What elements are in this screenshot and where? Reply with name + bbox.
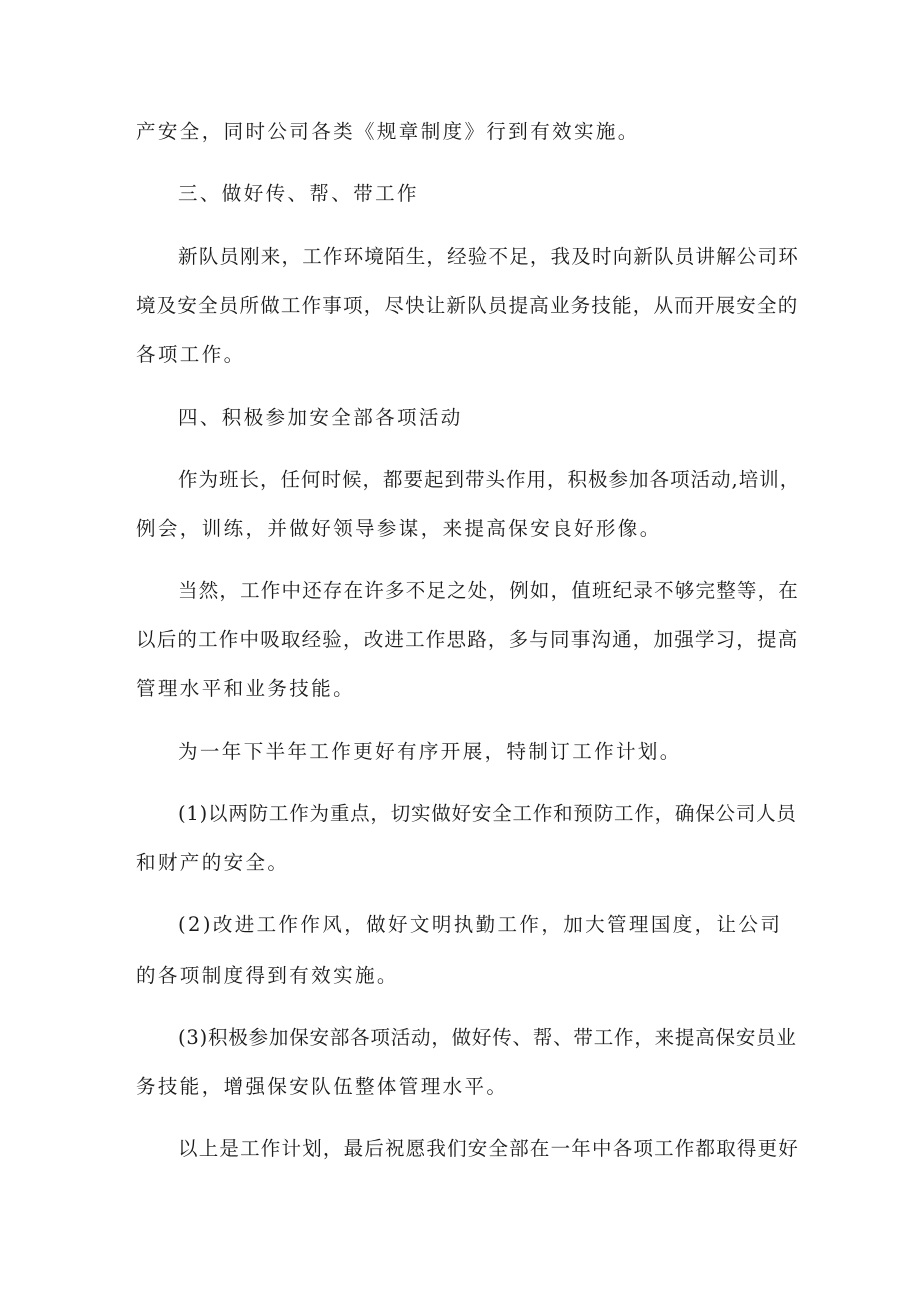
list-item-line: 的各项制度得到有效实施。 — [136, 964, 399, 987]
paragraph-line: 例会，训练，并做好领导参谋，来提高保安良好形像。 — [136, 517, 662, 540]
paragraph-line: 以后的工作中吸取经验，改进工作思路，多与同事沟通，加强学习，提高 — [136, 628, 799, 651]
paragraph-line: 境及安全员所做工作事项，尽快让新队员提高业务技能，从而开展安全的 — [136, 294, 799, 317]
list-item-line: (1)以两防工作为重点，切实做好安全工作和预防工作，确保公司人员 — [178, 802, 797, 825]
section-heading: 四、积极参加安全部各项活动 — [178, 406, 463, 429]
list-item-line: (3)积极参加保安部各项活动，做好传、帮、带工作，来提高保安员业 — [178, 1026, 797, 1049]
list-item-line: (2)改进工作作风，做好文明执勤工作，加大管理国度，让公司 — [178, 913, 783, 936]
paragraph-line: 管理水平和业务技能。 — [136, 677, 356, 700]
list-item-line: 务技能，增强保安队伍整体管理水平。 — [136, 1075, 509, 1098]
list-item-line: 和财产的安全。 — [136, 851, 290, 874]
paragraph-line: 各项工作。 — [136, 343, 246, 366]
paragraph-line: 当然，工作中还存在许多不足之处，例如，值班纪录不够完整等，在 — [178, 579, 800, 602]
paragraph-line: 作为班长，任何时候，都要起到带头作用，积极参加各项活动,培训， — [178, 468, 801, 491]
section-heading: 三、做好传、帮、带工作 — [178, 182, 419, 205]
paragraph-line: 为一年下半年工作更好有序开展，特制订工作计划。 — [178, 740, 682, 763]
paragraph-line: 产安全，同时公司各类《规章制度》行到有效实施。 — [136, 120, 640, 143]
paragraph-line: 以上是工作计划，最后祝愿我们安全部在一年中各项工作都取得更好 — [178, 1137, 800, 1160]
paragraph-line: 新队员刚来，工作环境陌生，经验不足，我及时向新队员讲解公司环 — [178, 245, 800, 268]
